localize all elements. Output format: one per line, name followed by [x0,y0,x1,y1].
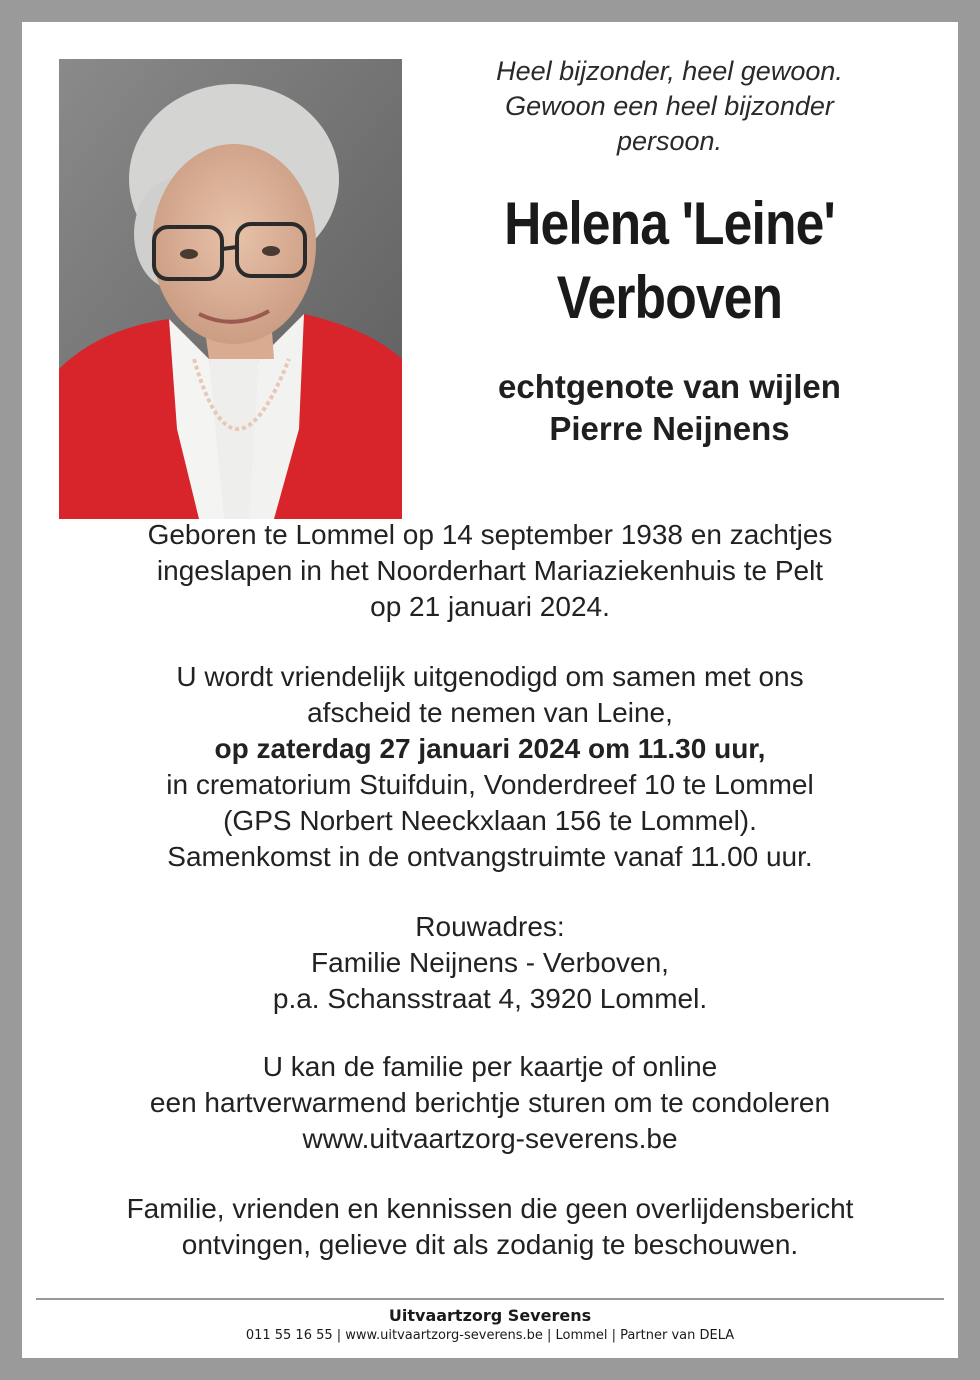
paragraph-line: U kan de familie per kaartje of online [262,1051,718,1082]
motto [447,54,892,159]
paragraph-line: Rouwadres: [415,911,565,942]
paragraph-line: op 21 januari 2024. [370,591,610,622]
paragraph-line: Geboren te Lommel op 14 september 1938 en zachtjes [147,519,833,550]
paragraph-line: een hartverwarmend berichtje sturen om te condoleren [149,1087,831,1118]
invitation-paragraph [62,659,918,875]
footer-title: Uitvaartzorg Severens [388,1306,592,1325]
motto-line: Heel bijzonder, heel gewoon. [496,56,843,86]
portrait-photo [59,59,402,519]
obituary-card [22,22,958,1358]
paragraph-line: ontvingen, gelieve dit als zodanig te beschouwen. [181,1229,799,1260]
motto-line: Gewoon een heel bijzonder [505,91,834,121]
paragraph-line: in crematorium Stuifduin, Vonderdreef 10 te Lommel [166,769,814,800]
paragraph-line: p.a. Schansstraat 4, 3920 Lommel. [272,983,708,1014]
notice-paragraph [62,1191,918,1263]
paragraph-line: U wordt vriendelijk uitgenodigd om samen met ons [176,661,804,692]
spouse-line: echtgenote van wijlen [498,368,841,405]
paragraph-line: ingeslapen in het Noorderhart Mariaziekenhuis te Pelt [156,555,824,586]
footer-divider [36,1298,944,1300]
address-paragraph [62,909,918,1017]
condolence-paragraph [62,1049,918,1157]
motto-line: persoon. [616,126,723,156]
name-line: Helena 'Leine' [504,190,835,257]
name-line: Verboven [556,264,783,331]
website-link[interactable]: www.uitvaartzorg-severens.be [302,1123,678,1154]
paragraph-line: Familie Neijnens - Verboven, [311,947,669,978]
deceased-name [465,187,874,335]
funeral-date: op zaterdag 27 januari 2024 om 11.30 uur, [214,733,766,764]
spouse-info [432,366,907,450]
paragraph-line: (GPS Norbert Neeckxlaan 156 te Lommel). [223,805,757,836]
footer-info: 011 55 16 55 | www.uitvaartzorg-severens.be | Lommel | Partner van DELA [245,1328,735,1343]
birth-paragraph [62,517,918,625]
spouse-line: Pierre Neijnens [549,410,790,447]
paragraph-line: Samenkomst in de ontvangstruimte vanaf 11.00 uur. [167,841,813,872]
paragraph-line: afscheid te nemen van Leine, [307,697,673,728]
paragraph-line: Familie, vrienden en kennissen die geen overlijdensbericht [126,1193,854,1224]
